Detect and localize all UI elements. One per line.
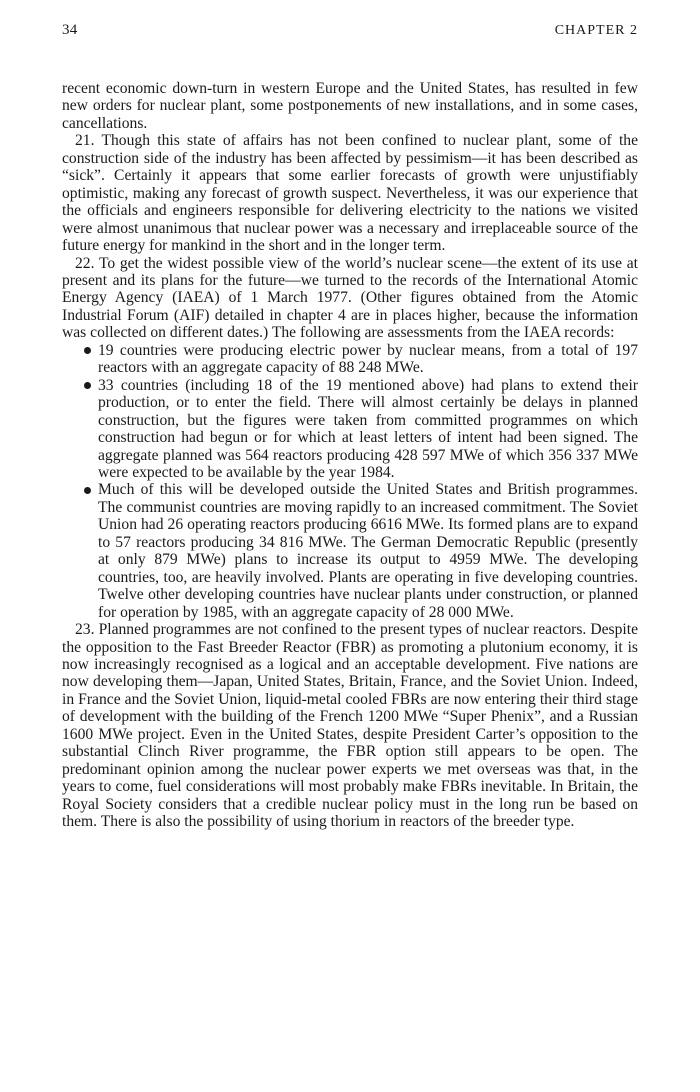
paragraph-text: Planned programmes are not confined to the present types of nuclear reactors. Despite the opposition to the Fast Breeder Reactor (FBR) as promoting a plutonium economy, it is now increasingly recognised as a logical and an acceptable development. Five nations are now developing them—Japan, United States, Britain, France, and the Soviet Union. Indeed, in France and the Soviet Union, liquid-metal cooled FBRs are now entering their third stage of development with the building of the French 1200 MWe “Super Phenix”, and a Russian 1600 MWe project. Even in the United States, despite President Carter’s opposition to the substantial Clinch River programme, the FBR option still appears to be open. The predominant opinion among the nuclear power experts we met overseas was that, in the years to come, fuel considerations will most probably make FBRs inevitable. In Britain, the Royal Society considers that a credible nuclear policy must in the long run be based on them. There is also the possibility of using thorium in reactors of the breeder type. [62,621,638,831]
paragraph-number: 22. [75,254,95,272]
paragraph-text: recent economic down-turn in western Europe and the United States, has resulted in few new orders for nuclear plant, some postponements of new installations, and in some cases, cancellations. [62,80,638,132]
list-item-text: 19 countries were producing electric power by nuclear means, from a total of 197 reactors with an aggregate capacity of 88 248 MWe. [98,341,638,377]
paragraph-text: To get the widest possible view of the world’s nuclear scene—the extent of its use at present and its plans for the future—we turned to the records of the International Atomic Energy Agency (IAEA) of 1 March 1977. (Other figures obtained from the Atomic Industrial Forum (AIF) detailed in chapter 4 are in places higher, because the information was collected on different dates.) The following are assessments from the IAEA records: [62,254,638,342]
list-item [84,481,638,621]
bullet-icon [84,487,91,494]
paragraph-22 [62,255,638,342]
paragraph-continued [62,80,638,132]
paragraph-23 [62,621,638,830]
chapter-heading: CHAPTER 2 [554,23,638,38]
page-number: 34 [62,22,78,38]
bullet-list [62,342,638,621]
body-text [62,80,638,830]
list-item-text: 33 countries (including 18 of the 19 mentioned above) had plans to extend their production, or to enter the field. There will almost certainly be delays in planned construction, but the figures were taken from committed programmes on which construction had begun or for which at least letters of intent had been signed. The aggregate planned was 564 reactors producing 428 597 MWe of which 356 337 MWe were expected to be available by the year 1984. [98,376,638,481]
paragraph-21 [62,132,638,254]
bullet-icon [84,382,91,389]
list-item [84,377,638,482]
paragraph-text: Though this state of affairs has not been confined to nuclear plant, some of the construction side of the industry has been affected by pessimism—it has been described as “sick”. Certainly it appears that some earlier forecasts of growth were unjustifiably optimistic, making any forecast of growth suspect. Nevertheless, it was our experience that the officials and engineers responsible for delivering electricity to the nations we visited were almost unanimous that nuclear power was a necessary and irreplaceable source of the future energy for mankind in the short and in the longer term. [62,132,638,255]
paragraph-number: 21. [75,132,95,150]
paragraph-number: 23. [75,621,95,639]
list-item [84,342,638,377]
list-item-text: Much of this will be developed outside the United States and British programmes. The communist countries are moving rapidly to an increased commitment. The Soviet Union had 26 operating reactors producing 6616 MWe. Its formed plans are to expand to 57 reactors producing 34 816 MWe. The German Democratic Republic (presently at only 879 MWe) plans to increase its output to 4959 MWe. The developing countries, too, are heavily involved. Plants are operating in five developing countries. Twelve other developing countries have nuclear plants under construction, or planned for operation by 1985, with an aggregate capacity of 28 000 MWe. [98,481,638,621]
running-head [62,22,638,42]
document-page [62,22,638,830]
bullet-icon [84,347,91,354]
